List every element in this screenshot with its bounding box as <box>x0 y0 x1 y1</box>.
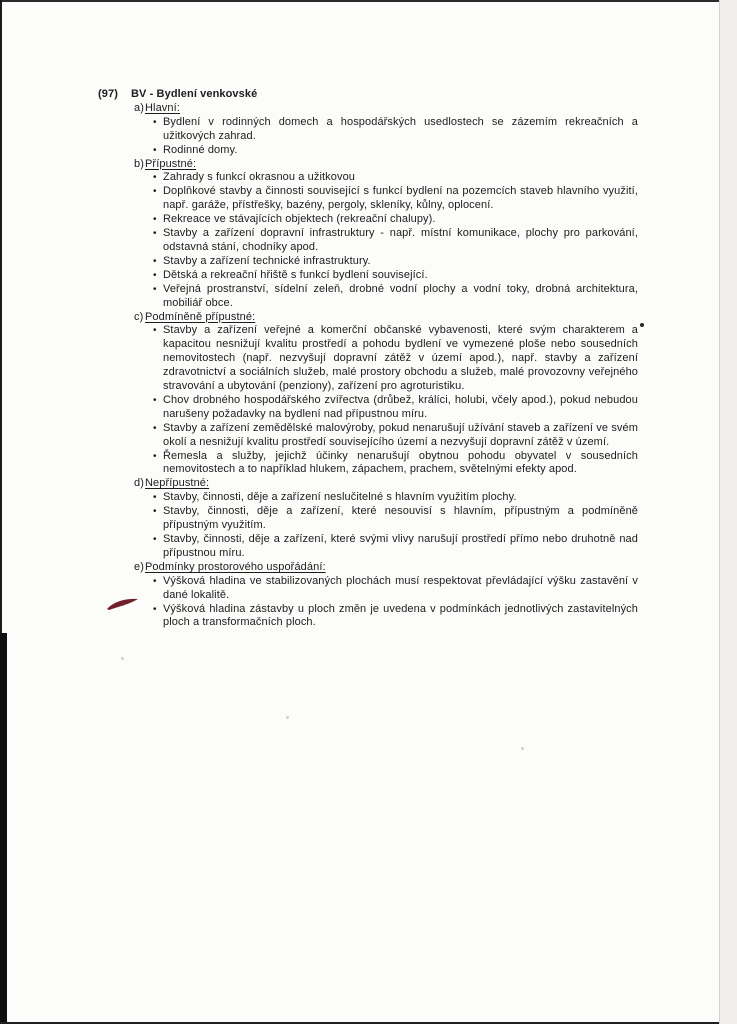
bullet-item <box>145 394 638 422</box>
bullet-item <box>145 255 638 269</box>
bullet-text: Výšková hladina ve stabilizovaných plochách musí respektovat převládající výšku zastavění v dané lokalitě. <box>163 574 638 601</box>
bullet-icon: • <box>153 492 157 504</box>
section-content <box>145 102 638 158</box>
bullet-text: Doplňkové stavby a činnosti související s funkcí bydlení na pozemcích staveb hlavního využití, např. garáže, přístřešky, bazény, pergoly, skleníky, kůlny, oplocení. <box>163 185 638 212</box>
bullet-text: Stavby, činnosti, děje a zařízení, které svými vlivy narušují prostředí přímo nebo druhotně nad přípustnou míru. <box>163 533 638 559</box>
bullet-item <box>145 491 638 505</box>
bullet-item <box>145 450 638 478</box>
bullet-text: Řemesla a služby, jejichž účinky nenarušují obytnou pohodu obyvatel v sousedních nemovitostech a to například hlukem, zápachem, prachem, světelnými efekty apod. <box>163 449 638 476</box>
bullet-text: Dětská a rekreační hřiště s funkcí bydlení související. <box>163 268 428 281</box>
section-heading: Hlavní: <box>145 101 180 114</box>
scan-edge-top <box>0 0 723 2</box>
bullet-item <box>145 171 638 185</box>
bullet-item <box>145 227 638 255</box>
bullet-text: Výšková hladina zástavby u ploch změn je uvedena v podmínkách jednotlivých zastavitelných ploch a transformačních ploch. <box>163 602 638 629</box>
section-label: e) <box>134 560 144 573</box>
bullet-icon: • <box>153 603 157 615</box>
scan-edge-left <box>0 0 2 636</box>
section-heading: Přípustné: <box>145 157 197 170</box>
section-label: a) <box>134 101 144 114</box>
bullet-text: Stavby a zařízení dopravní infrastruktury - např. místní komunikace, plochy pro parkování, odstavná stání, chodníky apod. <box>163 227 638 253</box>
bullet-item <box>145 505 638 533</box>
section-e <box>98 561 638 631</box>
bullet-item <box>145 269 638 283</box>
section-label: c) <box>134 310 144 323</box>
bullet-text: Stavby a zařízení zemědělské malovýroby, pokud nenarušují užívání staveb a zařízení ve svém okolí a nesnižují kvalitu prostředí souvisejícího území a nezvyšují dopravní zátěž v území. <box>163 421 638 448</box>
bullet-icon: • <box>153 172 157 184</box>
bullet-icon: • <box>153 325 157 337</box>
bullet-text: Rodinné domy. <box>163 143 238 156</box>
bullet-text: Stavby, činnosti, děje a zařízení neslučitelné s hlavním využitím plochy. <box>163 491 517 504</box>
bullet-icon: • <box>153 255 157 267</box>
scan-speck <box>521 747 524 750</box>
section-b <box>98 158 638 311</box>
bullet-icon: • <box>153 186 157 198</box>
bullet-item <box>145 603 638 631</box>
bullet-text: Bydlení v rodinných domech a hospodářských usedlostech se zázemím rekreačních a užitkových zahrad. <box>163 115 638 142</box>
ink-dot <box>640 323 644 327</box>
bullet-item <box>145 116 638 144</box>
bullet-icon: • <box>153 422 157 434</box>
document-title-row <box>98 88 638 102</box>
item-number: (97) <box>98 88 118 100</box>
bullet-icon: • <box>153 575 157 587</box>
section-content <box>145 311 638 478</box>
document-title: BV - Bydlení venkovské <box>131 88 258 100</box>
bullet-text: Stavby a zařízení veřejné a komerční občanské vybavenosti, které svým charakterem a kapacitou nesnižují kvalitu prostředí a pohodu bydlení ve vymezené ploše nebo sousedních nemovitostech (např. nezvyšují dopravní zátěž v území apod.), např. stavby a zařízení zdravotnictví a sociálních služeb, malé prostory obchodu a služeb, malé provozovny veřejného stravování a ubytování (penziony), zařízení pro agroturistiku. <box>163 324 638 393</box>
bullet-icon: • <box>153 506 157 518</box>
section-content <box>145 477 638 560</box>
sections <box>98 102 638 630</box>
bullet-icon: • <box>153 116 157 128</box>
section-content <box>145 561 638 631</box>
bullet-icon: • <box>153 534 157 545</box>
bullet-item <box>145 185 638 213</box>
scan-black-bar-left <box>0 633 7 1024</box>
bullet-icon: • <box>153 450 157 462</box>
scan-speck <box>286 716 289 719</box>
bullet-text: Stavby, činnosti, děje a zařízení, které nesouvisí s hlavním, přípustným a podmíněně přípustným využitím. <box>163 505 638 532</box>
bullet-icon: • <box>153 144 157 156</box>
bullet-item <box>145 283 638 311</box>
bullet-text: Veřejná prostranství, sídelní zeleň, drobné vodní plochy a vodní toky, drobná architektura, mobiliář obce. <box>163 282 638 309</box>
section-label: d) <box>134 477 144 490</box>
section-d <box>98 477 638 560</box>
bullet-icon: • <box>153 283 157 295</box>
bullet-item <box>145 533 638 561</box>
section-label: b) <box>134 157 144 170</box>
bullet-text: Rekreace ve stávajících objektech (rekreační chalupy). <box>163 213 436 226</box>
bullet-item <box>145 422 638 450</box>
section-c <box>98 311 638 478</box>
section-heading: Podmínky prostorového uspořádání: <box>145 560 326 573</box>
section-a <box>98 102 638 158</box>
bullet-icon: • <box>153 214 157 226</box>
bullet-text: Zahrady s funkcí okrasnou a užitkovou <box>163 171 356 184</box>
bullet-item <box>145 575 638 603</box>
bullet-item <box>145 213 638 227</box>
document-body <box>98 88 638 630</box>
bullet-text: Chov drobného hospodářského zvířectva (drůbež, králíci, holubi, včely apod.), pokud nebudou narušeny požadavky na bydlení nad přípustnou míru. <box>163 393 638 420</box>
section-content <box>145 158 638 311</box>
bullet-item <box>145 324 638 394</box>
bullet-icon: • <box>153 269 157 281</box>
bullet-icon: • <box>153 394 157 406</box>
bullet-icon: • <box>153 228 157 240</box>
bullet-text: Stavby a zařízení technické infrastruktury. <box>163 254 371 267</box>
scan-paper-edge-right <box>719 0 737 1024</box>
section-heading: Podmíněně přípustné: <box>145 310 256 323</box>
section-heading: Nepřípustné: <box>145 477 210 490</box>
scan-speck <box>121 657 124 660</box>
bullet-item <box>145 144 638 158</box>
